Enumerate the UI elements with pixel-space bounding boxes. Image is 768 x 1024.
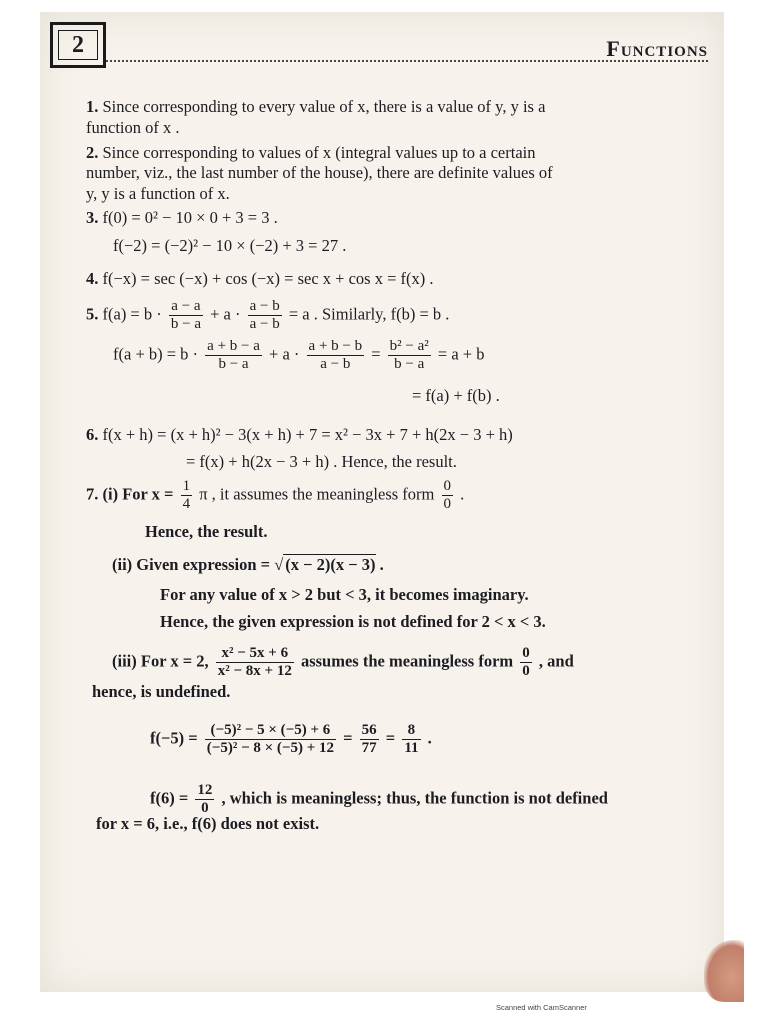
answer-4-equation: f(−x) = sec (−x) + cos (−x) = sec x + cos x = f(x) . [102, 269, 434, 288]
f-minus-5-fraction-3 [402, 722, 420, 758]
answer-7-i-fraction [181, 478, 193, 514]
fraction-numerator: 56 [361, 722, 377, 738]
answer-5-number: 5. [86, 304, 99, 324]
answer-5-eq2-fraction-1 [205, 338, 262, 374]
answer-7-iii-text: assumes the meaningless form [300, 651, 514, 671]
answer-2-line-2 [86, 163, 553, 183]
answer-7-ii-prefix: (ii) Given expression = [112, 555, 271, 574]
answer-3-equation-2: f(−2) = (−2)² − 10 × (−2) + 3 = 27 . [113, 236, 347, 255]
answer-7-part-iii [112, 645, 574, 681]
answer-2-text-1: Since corresponding to values of x (integral values up to a certain [102, 143, 536, 162]
answer-7-number: 7. [86, 484, 99, 504]
answer-7-f-minus-5 [150, 722, 432, 758]
answer-2-line-3 [86, 184, 230, 204]
answer-5-line-3 [412, 386, 500, 406]
answer-5-eq1-fraction-2 [248, 298, 282, 334]
answer-1-text-2: function of x . [86, 118, 180, 137]
fraction-denominator: a − b [249, 316, 280, 333]
fraction-numerator: a + b − a [207, 338, 260, 354]
chapter-title: Functions [606, 36, 708, 61]
answer-7-part-i [86, 478, 464, 514]
answer-7-f-6 [150, 782, 608, 818]
answer-2-line-1 [86, 143, 536, 163]
chapter-number-box [50, 22, 106, 68]
answer-7-i-prefix: (i) For x = [102, 484, 174, 504]
f-minus-5-fraction-2 [360, 722, 379, 758]
fraction-denominator: a − b [307, 355, 365, 373]
answer-1-line-1 [86, 97, 545, 117]
f-minus-5-suffix: . [427, 728, 432, 748]
answer-1-number: 1. [86, 97, 99, 116]
fraction-numerator: a − a [171, 298, 201, 314]
answer-5-line-2 [113, 338, 484, 374]
fraction-denominator: b − a [205, 355, 262, 373]
answer-7-i-zero-fraction [442, 478, 454, 514]
answer-7-part-ii [112, 555, 384, 575]
fraction-denominator: 77 [361, 740, 377, 757]
answer-7-ii-line-3: Hence, the given expression is not defined for 2 < x < 3. [160, 612, 546, 631]
f-6-text: , which is meaningless; thus, the function is not defined [221, 788, 608, 808]
answer-6-number: 6. [86, 425, 99, 444]
scanner-watermark: Scanned with CamScanner [496, 1003, 587, 1012]
fraction-denominator: 0 [443, 496, 452, 513]
fraction-numerator: (−5)² − 5 × (−5) + 6 [210, 722, 331, 738]
answer-5-eq2-mid: + a · [269, 344, 300, 364]
answer-6-line-2 [186, 452, 457, 472]
answer-7-f-6-line-2: for x = 6, i.e., f(6) does not exist. [96, 814, 320, 833]
fraction-denominator: 0 [522, 663, 530, 680]
answer-7-iii-fraction [216, 645, 294, 681]
f-minus-5-fraction-1 [205, 722, 336, 758]
fraction-numerator: a + b − b [308, 338, 363, 354]
fraction-denominator: 4 [182, 496, 191, 513]
f-minus-5-equals-1: = [343, 728, 353, 748]
fraction-denominator: x² − 8x + 12 [217, 663, 292, 680]
answer-3-equation-1: f(0) = 0² − 10 × 0 + 3 = 3 . [102, 208, 278, 227]
fraction-denominator: 0 [195, 799, 214, 817]
answer-5-eq3: = f(a) + f(b) . [412, 386, 500, 405]
chapter-number: 2 [58, 30, 98, 60]
answer-6-equation-1: f(x + h) = (x + h)² − 3(x + h) + 7 = x² − 3x + 7 + h(2x − 3 + h) [102, 425, 513, 444]
answer-5-eq1-suffix: = a . Similarly, f(b) = b . [288, 304, 450, 324]
answer-4-line-1 [86, 269, 434, 289]
answer-5-eq1-prefix: f(a) = b · [102, 304, 162, 324]
fraction-numerator: x² − 5x + 6 [221, 645, 289, 661]
answer-5-eq2-equals: = [371, 344, 381, 364]
fraction-numerator: 8 [407, 722, 416, 738]
answer-7-ii-suffix: . [379, 555, 384, 574]
answer-2-text-3: y, y is a function of x. [86, 184, 230, 203]
answer-5-eq1-fraction-1 [169, 298, 203, 334]
answer-7-iii-zero-fraction [520, 645, 532, 681]
fraction-numerator: a − b [249, 298, 280, 314]
fraction-denominator: 11 [404, 740, 419, 757]
fraction-numerator: 0 [522, 645, 530, 661]
answer-5-eq1-mid: + a · [210, 304, 241, 324]
answer-7-i-text: π , it assumes the meaningless form [199, 484, 435, 504]
answer-7-ii-line-2: For any value of x > 2 but < 3, it becomes imaginary. [160, 585, 529, 604]
answer-4-number: 4. [86, 269, 99, 288]
fraction-numerator: 12 [197, 782, 213, 798]
fraction-denominator: b − a [388, 355, 431, 373]
answer-7-iii-prefix: (iii) For x = 2, [112, 651, 209, 671]
answer-5-eq2-prefix: f(a + b) = b · [113, 344, 199, 364]
answer-3-line-1 [86, 208, 278, 228]
f-minus-5-equals-2: = [385, 728, 396, 748]
answer-1-text-1: Since corresponding to every value of x, there is a value of y, y is a [102, 97, 546, 116]
fraction-denominator: b − a [170, 316, 201, 333]
fraction-denominator: (−5)² − 8 × (−5) + 12 [206, 740, 335, 757]
f-6-prefix: f(6) = [150, 788, 189, 808]
answer-3-number: 3. [86, 208, 99, 227]
f-6-fraction [195, 782, 214, 818]
answer-1-line-2 [86, 118, 179, 138]
answer-5-eq2-fraction-3 [388, 338, 431, 374]
answer-3-line-2 [113, 236, 346, 256]
fraction-numerator: 0 [443, 478, 452, 494]
answer-7-i-result: Hence, the result. [145, 522, 268, 541]
fraction-numerator: 1 [182, 478, 191, 494]
answer-5-eq2-suffix: = a + b [437, 344, 485, 364]
answer-2-number: 2. [86, 143, 99, 162]
answer-7-iii-suffix: , and [538, 651, 574, 671]
fraction-numerator: b² − a² [389, 338, 429, 354]
answer-7-i-suffix: . [460, 484, 465, 504]
answer-6-line-1 [86, 425, 513, 445]
answer-6-equation-2: = f(x) + h(2x − 3 + h) . Hence, the result. [186, 452, 457, 471]
answer-5-eq2-fraction-2 [307, 338, 365, 374]
f-minus-5-prefix: f(−5) = [150, 728, 198, 748]
sqrt-sign: √ [274, 555, 284, 574]
answer-7-ii-radicand: (x − 2)(x − 3) [285, 555, 376, 574]
answer-7-iii-line-2: hence, is undefined. [92, 682, 231, 701]
answer-2-text-2: number, viz., the last number of the house), there are definite values of [86, 163, 553, 182]
answer-5-line-1 [86, 298, 449, 334]
